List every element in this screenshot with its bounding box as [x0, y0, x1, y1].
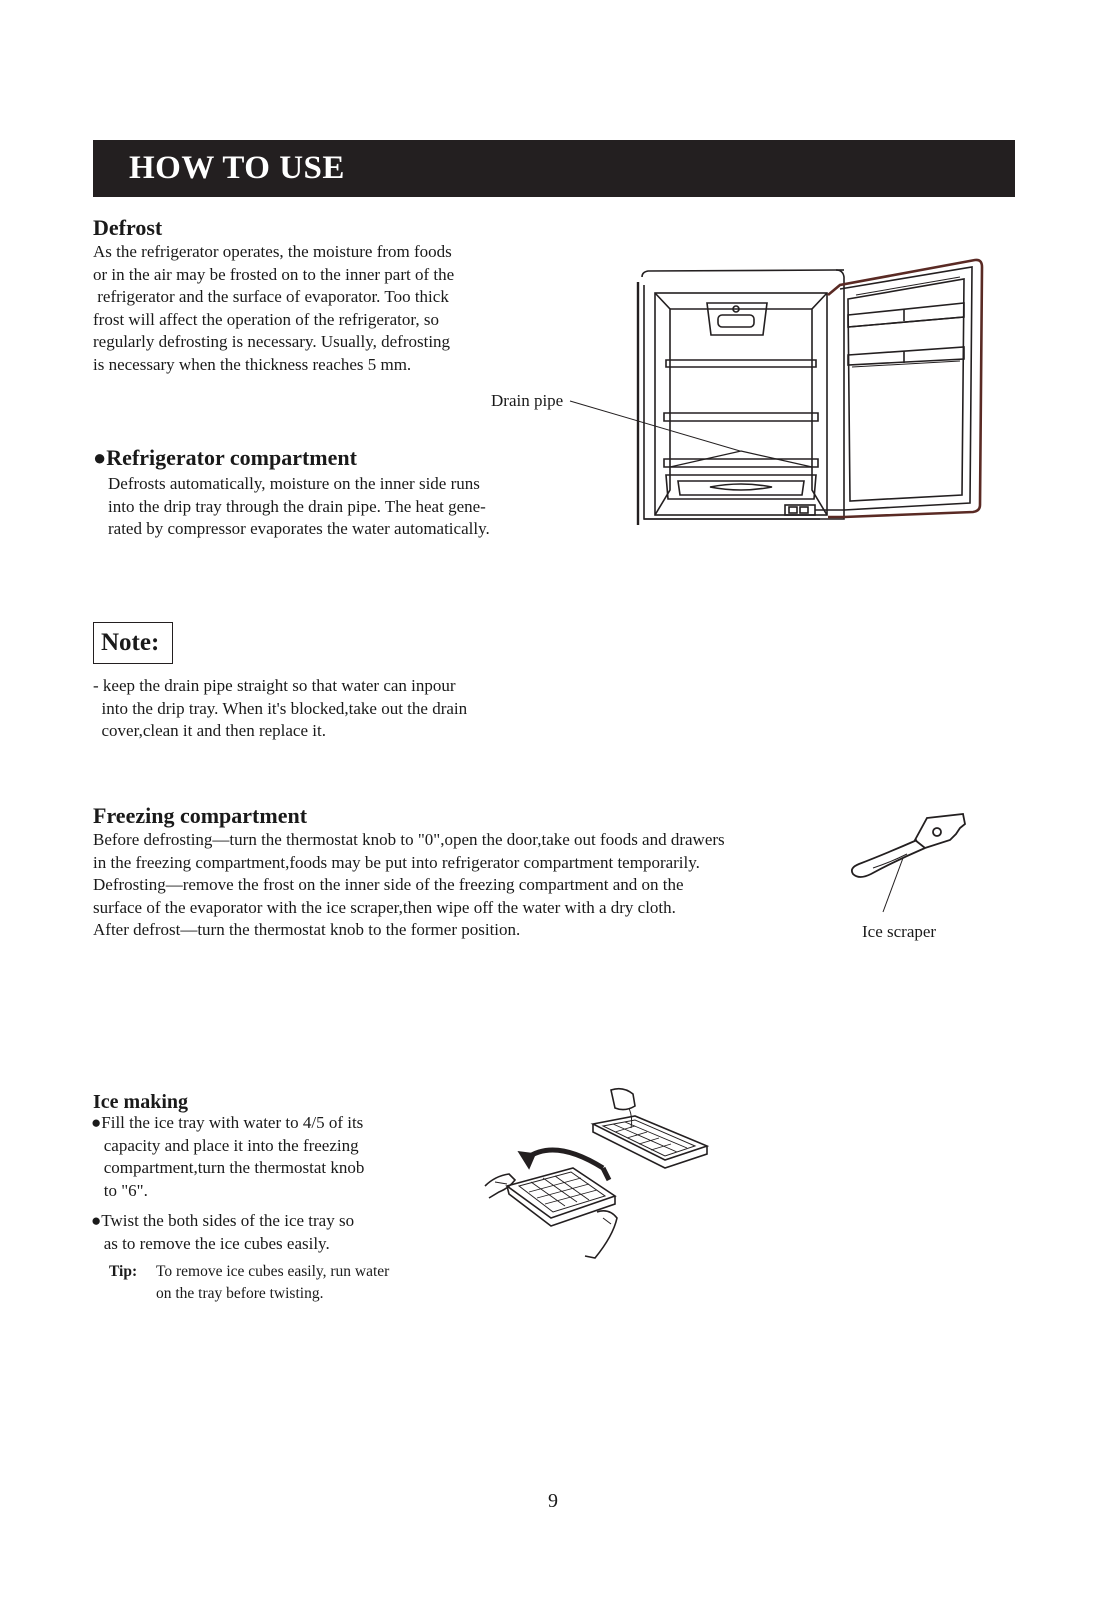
- ice-scraper-illustration: [845, 810, 975, 920]
- defrost-line: is necessary when the thickness reaches 5 mm.: [93, 354, 412, 374]
- ice-making-line: to "6".: [91, 1180, 148, 1200]
- freezing-paragraph: [93, 829, 725, 942]
- ice-making-bullet-1: [91, 1112, 364, 1202]
- ice-making-bullet-2: [91, 1210, 354, 1255]
- tip-label: Tip:: [109, 1263, 138, 1280]
- ice-making-line: ●Twist the both sides of the ice tray so: [91, 1211, 355, 1230]
- note-paragraph: [93, 675, 467, 743]
- section-banner: [93, 140, 1015, 197]
- ice-making-line: capacity and place it into the freezing: [91, 1135, 359, 1155]
- note-box: [93, 622, 173, 664]
- defrost-line: regularly defrosting is necessary. Usually, defrosting: [93, 332, 451, 352]
- note-line: into the drip tray. When it's blocked,take out the drain: [93, 698, 468, 718]
- ice-tray-illustration: [485, 1088, 715, 1283]
- tip-line: To remove ice cubes easily, run water: [156, 1263, 390, 1280]
- defrost-line: frost will affect the operation of the refrigerator, so: [93, 309, 439, 329]
- refrigerator-compartment-heading: ●Refrigerator compartment: [93, 445, 357, 470]
- ice-making-line: as to remove the ice cubes easily.: [91, 1233, 330, 1253]
- refrigerator-line: into the drip tray through the drain pipe. The heat gene-: [108, 496, 486, 516]
- ice-scraper-label: Ice scraper: [862, 922, 937, 941]
- defrost-line: or in the air may be frosted on to the inner part of the: [93, 264, 455, 284]
- page-number: 9: [548, 1490, 558, 1512]
- refrigerator-line: Defrosts automatically, moisture on the inner side runs: [108, 474, 480, 493]
- defrost-paragraph: [93, 241, 454, 377]
- freezing-line: surface of the evaporator with the ice scraper,then wipe off the water with a dry cloth.: [93, 897, 676, 917]
- freezing-line: in the freezing compartment,foods may be put into refrigerator compartment temporarily.: [93, 852, 700, 872]
- note-label: Note:: [101, 629, 160, 656]
- freezing-line: After defrost—turn the thermostat knob to the former position.: [93, 920, 521, 940]
- freezing-line: Before defrosting—turn the thermostat knob to "0",open the door,take out foods and drawers: [93, 830, 725, 849]
- tip-line: on the tray before twisting.: [156, 1285, 324, 1302]
- section-title: HOW TO USE: [129, 150, 345, 186]
- ice-making-line: ●Fill the ice tray with water to 4/5 of its: [91, 1113, 364, 1132]
- tip-text: [156, 1261, 389, 1305]
- defrost-line: As the refrigerator operates, the moisture from foods: [93, 242, 452, 261]
- note-line: - keep the drain pipe straight so that water can inpour: [93, 676, 456, 695]
- refrigerator-illustration: [560, 255, 1000, 540]
- defrost-line: refrigerator and the surface of evaporator. Too thick: [93, 287, 449, 307]
- drain-pipe-label: Drain pipe: [491, 391, 564, 410]
- defrost-heading: Defrost: [93, 215, 163, 240]
- note-line: cover,clean it and then replace it.: [93, 721, 326, 741]
- freezing-compartment-heading: Freezing compartment: [93, 803, 308, 828]
- freezing-line: Defrosting—remove the frost on the inner side of the freezing compartment and on the: [93, 875, 684, 895]
- ice-making-heading: Ice making: [93, 1091, 188, 1113]
- refrigerator-line: rated by compressor evaporates the water automatically.: [108, 519, 490, 539]
- refrigerator-compartment-paragraph: [108, 473, 490, 541]
- ice-making-line: compartment,turn the thermostat knob: [91, 1158, 365, 1178]
